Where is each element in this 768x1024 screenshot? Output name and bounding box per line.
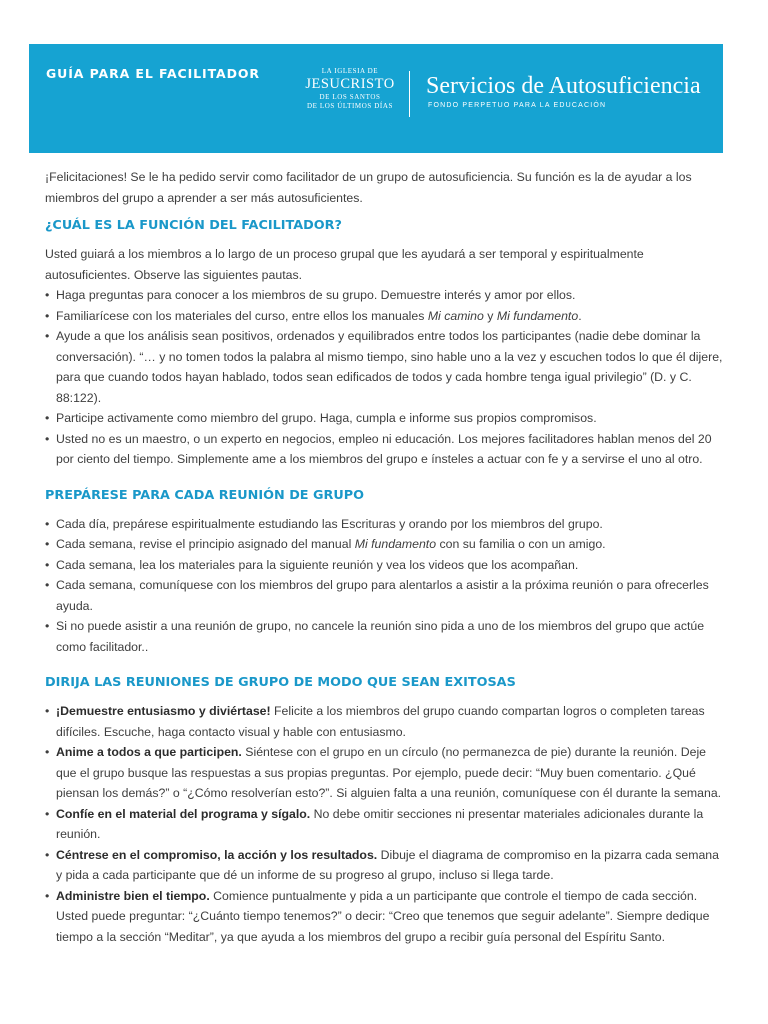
service-title: Servicios de Autosuficiencia bbox=[426, 73, 701, 99]
list-item: • Cada semana, comuníquese con los miembros del grupo para alentarlos a asistir a la próxima reunión o para ofrecerles ayuda. bbox=[45, 575, 723, 616]
section-paragraph: Usted guiará a los miembros a lo largo de un proceso grupal que les ayudará a ser temporal y espiritualmente autosuficientes. Observe las siguientes pautas. bbox=[45, 247, 644, 282]
header-banner bbox=[29, 44, 723, 153]
section-heading-lead-meetings: DIRIJA LAS REUNIONES DE GRUPO DE MODO QUE SEAN EXITOSAS bbox=[45, 675, 516, 690]
logo-divider bbox=[409, 71, 410, 117]
intro-paragraph: ¡Felicitaciones! Se le ha pedido servir como facilitador de un grupo de autosuficiencia. Su función es la de ayudar a los miembros del grupo a aprender a ser más autosuficientes. bbox=[45, 170, 692, 205]
church-logo-line1: LA IGLESIA DE bbox=[321, 67, 379, 75]
list-item: • Confíe en el material del programa y sígalo. No debe omitir secciones ni presentar materiales adicionales durante la reunión. bbox=[45, 804, 723, 845]
list-item: • Ayude a que los análisis sean positivos, ordenados y equilibrados entre todos los participantes (nadie debe dominar la conversación). “… y no tomen todos la palabra al mismo tiempo, sino hable uno a la vez y escuchen todos lo que él dijere, para que cuando todos hayan hablado, todos sean edificados de todos y cada hombre tenga igual privilegio” (D. y C. 88:122). bbox=[45, 326, 723, 408]
guide-title: GUÍA PARA EL FACILITADOR bbox=[46, 66, 260, 81]
church-logo-line4: DE LOS ÚLTIMOS DÍAS bbox=[306, 101, 393, 110]
bullet-list bbox=[45, 701, 723, 947]
church-logo-line2: JESUCRISTO bbox=[305, 76, 395, 92]
list-item: • Participe activamente como miembro del grupo. Haga, cumpla e informe sus propios compromisos. bbox=[45, 408, 723, 429]
list-item: • Haga preguntas para conocer a los miembros de su grupo. Demuestre interés y amor por ellos. bbox=[45, 285, 723, 306]
list-item: • Administre bien el tiempo. Comience puntualmente y pida a un participante que controle el tiempo de cada sección. Usted puede preguntar: “¿Cuánto tiempo tenemos?” o decir: “Creo que tenemos que seguir adelante”. Siempre dedique tiempo a la sección “Meditar”, ya que ayuda a los miembros del grupo a recibir guía personal del Espíritu Santo. bbox=[45, 886, 723, 948]
list-item: • Anime a todos a que participen. Siéntese con el grupo en un círculo (no permanezca de pie) durante la reunión. Deje que el grupo busque las respuestas a sus propias preguntas. Por ejemplo, puede decir: “Muy buen comentario. ¿Qué piensan los demás?” o “¿Cómo resolverían esto?”. Si alguien falta a una reunión, comuníquese con él durante la semana. bbox=[45, 742, 723, 804]
list-item: • Familiarícese con los materiales del curso, entre ellos los manuales Mi camino y Mi fundamento. bbox=[45, 306, 723, 327]
bullet-list bbox=[45, 285, 723, 470]
service-subtitle: FONDO PERPETUO PARA LA EDUCACIÓN bbox=[428, 102, 607, 109]
list-item: • Usted no es un maestro, o un experto en negocios, empleo ni educación. Los mejores facilitadores hablan menos del 20 por ciento del tiempo. Simplemente ame a los miembros del grupo e ínsteles a actuar con fe y a servirse el uno al otro. bbox=[45, 429, 723, 470]
document-body bbox=[45, 167, 723, 947]
section-heading-facilitator-role: ¿CUÁL ES LA FUNCIÓN DEL FACILITADOR? bbox=[45, 218, 342, 233]
church-logo-line3: DE LOS SANTOS bbox=[319, 92, 381, 101]
list-item: • Cada semana, revise el principio asignado del manual Mi fundamento con su familia o con un amigo. bbox=[45, 534, 723, 555]
list-item: • Céntrese en el compromiso, la acción y los resultados. Dibuje el diagrama de compromiso en la pizarra cada semana y pida a cada participante que dé un informe de su progreso al grupo, incluso si llega tarde. bbox=[45, 845, 723, 886]
list-item: • ¡Demuestre entusiasmo y diviértase! Felicite a los miembros del grupo cuando compartan logros o completen tareas difíciles. Escuche, haga contacto visual y hable con entusiasmo. bbox=[45, 701, 723, 742]
section-heading-prepare: PREPÁRESE PARA CADA REUNIÓN DE GRUPO bbox=[45, 487, 365, 503]
list-item: • Si no puede asistir a una reunión de grupo, no cancele la reunión sino pida a uno de los miembros del grupo que actúe como facilitador.. bbox=[45, 616, 723, 657]
bullet-list bbox=[45, 514, 723, 658]
list-item: • Cada día, prepárese espiritualmente estudiando las Escrituras y orando por los miembros del grupo. bbox=[45, 514, 723, 535]
church-logo bbox=[300, 68, 400, 110]
list-item: • Cada semana, lea los materiales para la siguiente reunión y vea los videos que los acompañan. bbox=[45, 555, 723, 576]
